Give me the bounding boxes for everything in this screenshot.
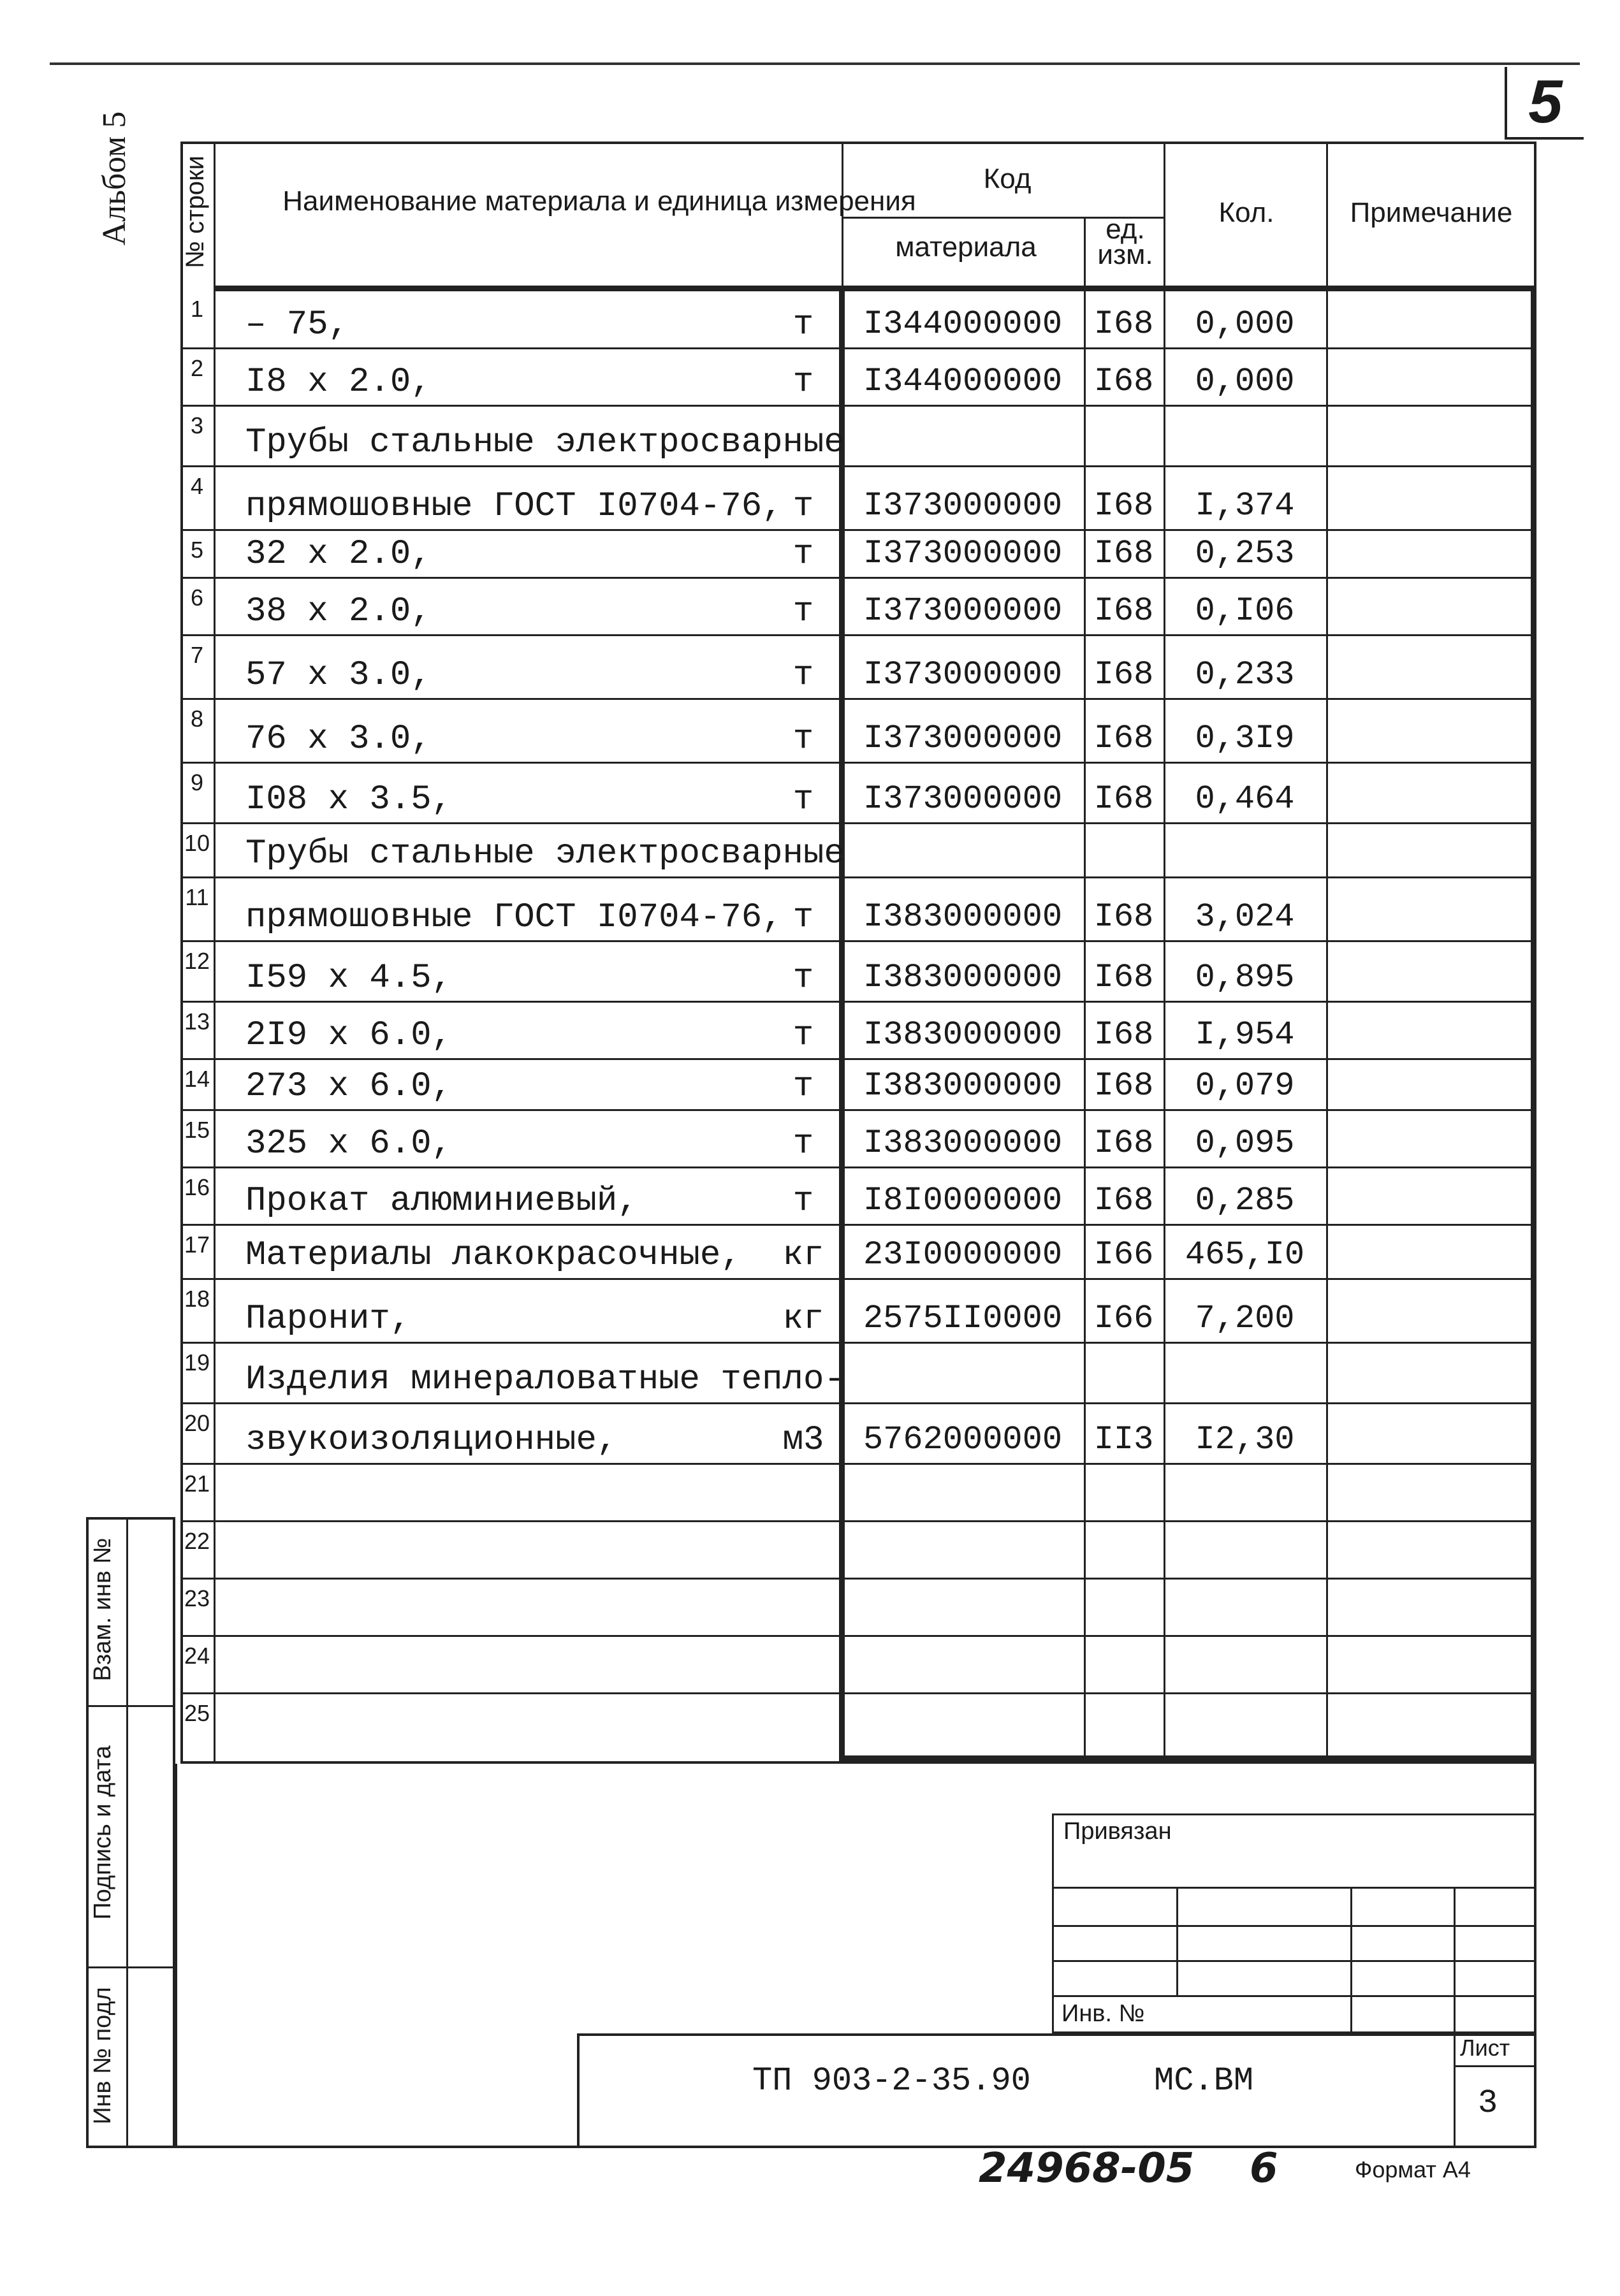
material-name: 325 x 6.0, bbox=[245, 1124, 453, 1163]
material-code: I344000000 bbox=[863, 305, 1063, 343]
row-number: 5 bbox=[190, 537, 204, 563]
material-code: I8I0000000 bbox=[863, 1182, 1063, 1219]
quantity: I,954 bbox=[1195, 1016, 1295, 1054]
row-divider bbox=[180, 529, 1536, 531]
privyazan-line-1 bbox=[1052, 1887, 1536, 1889]
row-number: 14 bbox=[184, 1066, 210, 1092]
unit-code: I68 bbox=[1093, 780, 1154, 818]
unit-of-measure: т bbox=[792, 898, 814, 937]
format-label: Формат А4 bbox=[1355, 2156, 1471, 2183]
unit-of-measure: т bbox=[792, 720, 814, 759]
table-bottom-thick bbox=[839, 1755, 1536, 1761]
material-name: I59 x 4.5, bbox=[245, 959, 453, 998]
unit-of-measure: т bbox=[792, 592, 814, 631]
quantity: 0,464 bbox=[1195, 780, 1295, 818]
privyazan-label: Привязан bbox=[1063, 1818, 1172, 1845]
row-divider bbox=[180, 405, 1536, 407]
material-name: Паронит, bbox=[245, 1300, 411, 1339]
quantity: 3,024 bbox=[1195, 898, 1295, 936]
row-divider bbox=[180, 465, 1536, 467]
quantity: 465,I0 bbox=[1185, 1236, 1305, 1274]
header-qty: Кол. bbox=[1218, 197, 1274, 228]
unit-code: I68 bbox=[1093, 305, 1154, 343]
row-divider bbox=[180, 634, 1536, 636]
unit-code: I68 bbox=[1093, 592, 1154, 630]
material-name: 76 x 3.0, bbox=[245, 720, 432, 759]
top-rule bbox=[50, 62, 1580, 65]
unit-of-measure: кг bbox=[782, 1236, 824, 1275]
material-name: 32 x 2.0, bbox=[245, 535, 432, 574]
unit-of-measure: м3 bbox=[782, 1421, 824, 1460]
unit-of-measure: т bbox=[792, 305, 814, 344]
row-number: 19 bbox=[184, 1349, 210, 1376]
row-number: 12 bbox=[184, 948, 210, 974]
unit-code: I66 bbox=[1093, 1300, 1154, 1337]
unit-code: I68 bbox=[1093, 535, 1154, 572]
page-number: 5 bbox=[1505, 67, 1584, 140]
material-code: 2575II0000 bbox=[863, 1300, 1063, 1337]
material-code: 23I0000000 bbox=[863, 1236, 1063, 1274]
row-number: 10 bbox=[184, 830, 210, 856]
row-number: 18 bbox=[184, 1286, 210, 1312]
quantity: 0,000 bbox=[1195, 305, 1295, 343]
row-divider bbox=[180, 1278, 1536, 1280]
quantity: 0,895 bbox=[1195, 959, 1295, 996]
unit-code: I68 bbox=[1093, 656, 1154, 694]
material-code: I383000000 bbox=[863, 1067, 1063, 1105]
material-code: I373000000 bbox=[863, 780, 1063, 818]
unit-of-measure: т bbox=[792, 363, 814, 402]
document-code: ТП 903-2-35.90 bbox=[752, 2062, 1031, 2100]
row-number: 25 bbox=[184, 1700, 210, 1726]
quantity: 0,000 bbox=[1195, 363, 1295, 400]
material-name: 57 x 3.0, bbox=[245, 656, 432, 695]
row-divider bbox=[180, 1342, 1536, 1344]
sheet-label: Лист bbox=[1460, 2035, 1510, 2061]
title-block bbox=[577, 2033, 1536, 2148]
material-code: I383000000 bbox=[863, 1124, 1063, 1162]
quantity: I,374 bbox=[1195, 487, 1295, 525]
vzam-inv-label: Взам. инв № bbox=[89, 1537, 116, 1682]
row-divider bbox=[180, 577, 1536, 579]
podpis-data-label: Подпись и дата bbox=[89, 1745, 116, 1920]
unit-code: I68 bbox=[1093, 487, 1154, 525]
unit-code: II3 bbox=[1093, 1421, 1154, 1458]
sheet-label-line bbox=[1454, 2065, 1536, 2067]
quantity: 0,3I9 bbox=[1195, 720, 1295, 757]
unit-of-measure: т bbox=[792, 780, 814, 819]
row-divider bbox=[180, 1635, 1536, 1637]
unit-of-measure: т bbox=[792, 656, 814, 695]
privyazan-col-3 bbox=[1454, 1887, 1456, 2033]
inv-no-label: Инв. № bbox=[1062, 2000, 1145, 2027]
privyazan-col-2 bbox=[1350, 1887, 1352, 2033]
material-name: 2I9 x 6.0, bbox=[245, 1016, 453, 1055]
material-name: звукоизоляционные, bbox=[245, 1421, 618, 1460]
row-divider bbox=[180, 1692, 1536, 1694]
unit-of-measure: т bbox=[792, 959, 814, 998]
quantity: 0,095 bbox=[1195, 1124, 1295, 1162]
row-number: 24 bbox=[184, 1643, 210, 1669]
material-name: Трубы стальные электросварные bbox=[245, 423, 845, 462]
material-code: I373000000 bbox=[863, 656, 1063, 694]
row-number: 11 bbox=[185, 884, 209, 910]
row-number: 21 bbox=[184, 1471, 210, 1497]
unit-of-measure: т bbox=[792, 1124, 814, 1163]
material-code: 5762000000 bbox=[863, 1421, 1063, 1458]
header-name: Наименование материала и единица измерения bbox=[282, 185, 916, 217]
unit-of-measure: кг bbox=[782, 1300, 824, 1339]
row-divider bbox=[180, 940, 1536, 942]
material-code: I344000000 bbox=[863, 363, 1063, 400]
privyazan-col-1 bbox=[1176, 1887, 1178, 1995]
privyazan-line-2 bbox=[1052, 1925, 1536, 1927]
material-name: Трубы стальные электросварные bbox=[245, 834, 845, 873]
row-divider bbox=[180, 698, 1536, 700]
material-code: I373000000 bbox=[863, 720, 1063, 757]
row-divider bbox=[180, 762, 1536, 764]
header-code-material: материала bbox=[895, 231, 1037, 263]
row-number: 16 bbox=[184, 1174, 210, 1200]
row-number: 8 bbox=[190, 706, 204, 732]
material-code: I383000000 bbox=[863, 1016, 1063, 1054]
material-name: – 75, bbox=[245, 305, 349, 344]
privyazan-line-3 bbox=[1052, 1960, 1536, 1962]
unit-code: I68 bbox=[1093, 1067, 1154, 1105]
quantity: 0,285 bbox=[1195, 1182, 1295, 1219]
material-code: I373000000 bbox=[863, 592, 1063, 630]
inv-podl-label: Инв № подл bbox=[89, 1987, 116, 2125]
material-name: прямошовные ГОСТ I0704-76, bbox=[245, 898, 783, 937]
row-number: 4 bbox=[190, 473, 204, 499]
row-divider bbox=[180, 1058, 1536, 1060]
quantity: I2,30 bbox=[1195, 1421, 1295, 1458]
row-number: 22 bbox=[184, 1528, 210, 1554]
row-number: 9 bbox=[190, 769, 204, 796]
side-inner-line bbox=[126, 1517, 128, 2148]
row-divider bbox=[180, 1001, 1536, 1003]
material-name: Изделия минераловатные тепло- bbox=[245, 1360, 845, 1399]
title-block-sheet-divider bbox=[1454, 2033, 1456, 2148]
unit-code: I68 bbox=[1093, 1182, 1154, 1219]
quantity: 0,I06 bbox=[1195, 592, 1295, 630]
col-line-code-body bbox=[839, 288, 845, 1759]
row-number: 13 bbox=[184, 1008, 210, 1035]
material-code: I373000000 bbox=[863, 535, 1063, 572]
row-number: 17 bbox=[184, 1232, 210, 1258]
row-divider bbox=[180, 1463, 1536, 1465]
header-note: Примечание bbox=[1350, 197, 1513, 228]
header-code-unit: ед. изм. bbox=[1097, 214, 1153, 270]
album-label: Альбом 5 bbox=[96, 111, 133, 246]
table-right-thick bbox=[1531, 288, 1536, 1759]
material-code: I373000000 bbox=[863, 487, 1063, 525]
quantity: 0,233 bbox=[1195, 656, 1295, 694]
row-number: 1 bbox=[190, 296, 204, 322]
quantity: 7,200 bbox=[1195, 1300, 1295, 1337]
material-code: I383000000 bbox=[863, 898, 1063, 936]
row-number: 7 bbox=[190, 642, 204, 668]
header-code: Код bbox=[983, 163, 1032, 194]
row-number: 20 bbox=[184, 1410, 210, 1436]
row-number: 2 bbox=[190, 355, 204, 381]
row-divider bbox=[180, 1224, 1536, 1226]
row-divider bbox=[180, 1578, 1536, 1580]
material-code: I383000000 bbox=[863, 959, 1063, 996]
unit-code: I68 bbox=[1093, 363, 1154, 400]
quantity: 0,079 bbox=[1195, 1067, 1295, 1105]
row-divider bbox=[180, 876, 1536, 878]
header-bottom-rule bbox=[214, 286, 1536, 291]
unit-of-measure: т bbox=[792, 1067, 814, 1106]
row-divider bbox=[180, 1402, 1536, 1404]
col-line-note bbox=[1326, 142, 1328, 1759]
unit-of-measure: т bbox=[792, 487, 814, 526]
material-name: прямошовные ГОСТ I0704-76, bbox=[245, 487, 783, 526]
unit-of-measure: т bbox=[792, 1182, 814, 1221]
row-number: 15 bbox=[184, 1117, 210, 1143]
material-name: I08 x 3.5, bbox=[245, 780, 453, 819]
unit-code: I68 bbox=[1093, 959, 1154, 996]
quantity: 0,253 bbox=[1195, 535, 1295, 572]
material-name: 273 x 6.0, bbox=[245, 1067, 453, 1106]
row-number: 3 bbox=[190, 412, 204, 439]
material-name: Материалы лакокрасочные, bbox=[245, 1236, 741, 1275]
row-divider bbox=[180, 1166, 1536, 1168]
unit-code: I68 bbox=[1093, 898, 1154, 936]
row-number: 23 bbox=[184, 1585, 210, 1611]
row-number: 6 bbox=[190, 585, 204, 611]
document-mark: МС.ВМ bbox=[1154, 2062, 1254, 2100]
material-name: 38 x 2.0, bbox=[245, 592, 432, 631]
privyazan-line-4 bbox=[1052, 1995, 1536, 1997]
unit-code: I66 bbox=[1093, 1236, 1154, 1274]
unit-code: I68 bbox=[1093, 720, 1154, 757]
unit-of-measure: т bbox=[792, 535, 814, 574]
handwritten-sheet: 6 bbox=[1250, 2145, 1278, 2192]
unit-of-measure: т bbox=[792, 1016, 814, 1055]
material-name: Прокат алюминиевый, bbox=[245, 1182, 638, 1221]
row-divider bbox=[180, 822, 1536, 824]
material-name: I8 x 2.0, bbox=[245, 363, 432, 402]
sheet-number: 3 bbox=[1478, 2084, 1498, 2122]
row-divider bbox=[180, 1109, 1536, 1111]
row-divider bbox=[180, 347, 1536, 349]
header-row-no: № строки bbox=[181, 156, 209, 268]
unit-code: I68 bbox=[1093, 1124, 1154, 1162]
row-divider bbox=[180, 1520, 1536, 1522]
unit-code: I68 bbox=[1093, 1016, 1154, 1054]
handwritten-number: 24968-05 bbox=[979, 2145, 1195, 2192]
